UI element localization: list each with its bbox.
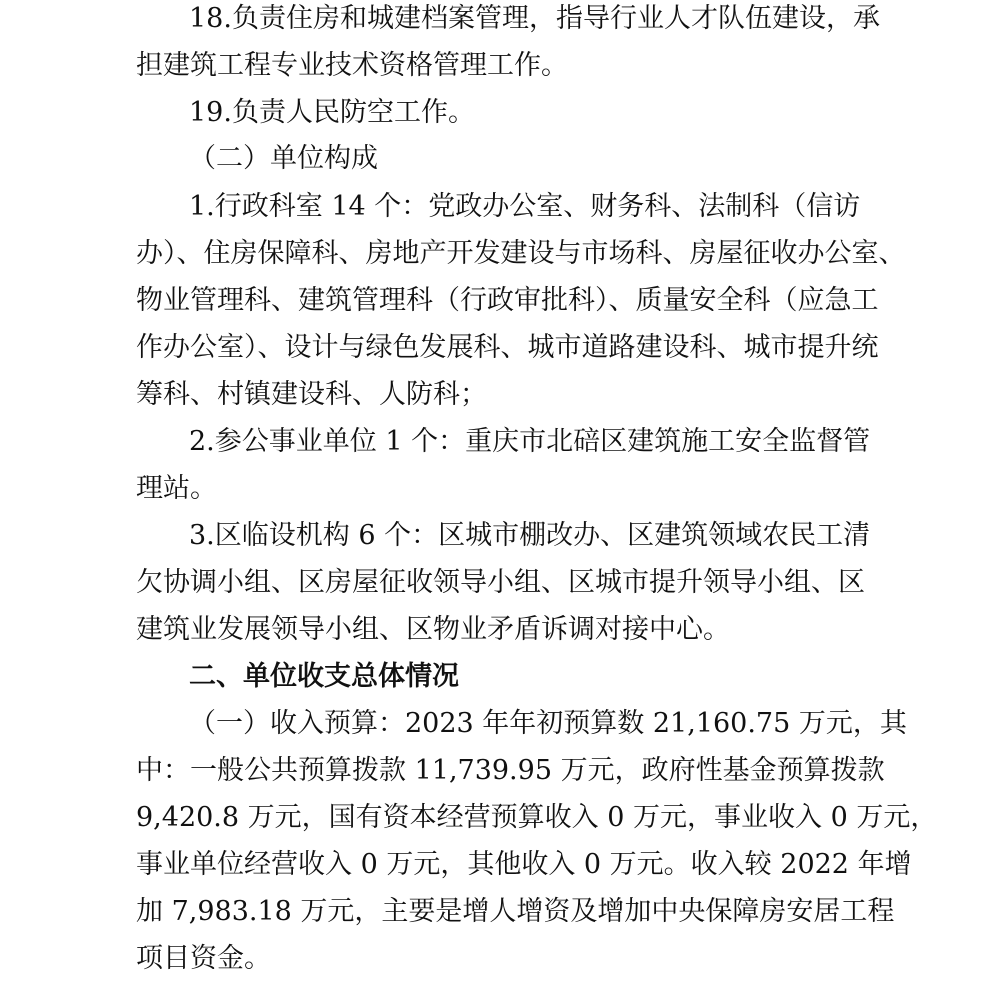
paragraph-item-19 — [0, 91, 1000, 135]
paragraph-admin-offices-cont — [0, 326, 1000, 370]
paragraph-admin-offices-cont — [0, 232, 1000, 276]
text-line: 19.负责人民防空工作。 — [189, 97, 475, 128]
text-line: 物业管理科、建筑管理科（行政审批科）、质量安全科（应急工 — [136, 285, 879, 316]
text-line: 中：一般公共预算拨款 11,739.95 万元，政府性基金预算拨款 — [136, 755, 885, 786]
paragraph-temp-agencies-cont — [0, 608, 1000, 652]
paragraph-temp-agencies — [0, 514, 1000, 558]
text-line: 事业单位经营收入 0 万元，其他收入 0 万元。收入较 2022 年增 — [136, 849, 912, 880]
text-line: 二、单位收支总体情况 — [189, 661, 459, 692]
paragraph-item-18-cont — [0, 44, 1000, 88]
text-line: （一）收入预算：2023 年年初预算数 21,160.75 万元，其 — [189, 708, 907, 739]
paragraph-income-budget-cont — [0, 937, 1000, 981]
text-line: 欠协调小组、区房屋征收领导小组、区城市提升领导小组、区 — [136, 567, 865, 598]
text-line: 2.参公事业单位 1 个：重庆市北碚区建筑施工安全监督管 — [189, 426, 871, 457]
text-line: 加 7,983.18 万元，主要是增人增资及增加中央保障房安居工程 — [136, 896, 895, 927]
paragraph-income-budget-cont — [0, 890, 1000, 934]
section-heading-unit-composition — [0, 137, 1000, 181]
text-line: 担建筑工程专业技术资格管理工作。 — [136, 50, 568, 81]
paragraph-income-budget-cont — [0, 796, 1000, 840]
paragraph-income-budget-cont — [0, 843, 1000, 887]
text-line: 理站。 — [136, 473, 217, 504]
text-line: 1.行政科室 14 个：党政办公室、财务科、法制科（信访 — [189, 191, 861, 222]
text-line: （二）单位构成 — [189, 143, 378, 174]
text-line: 作办公室）、设计与绿色发展科、城市道路建设科、城市提升统 — [136, 332, 879, 363]
text-line: 9,420.8 万元，国有资本经营预算收入 0 万元，事业收入 0 万元， — [136, 802, 938, 833]
text-line: 建筑业发展领导小组、区物业矛盾诉调对接中心。 — [136, 614, 730, 645]
paragraph-public-institution — [0, 420, 1000, 464]
paragraph-temp-agencies-cont — [0, 561, 1000, 605]
paragraph-admin-offices-cont — [0, 279, 1000, 323]
text-line: 筹科、村镇建设科、人防科； — [136, 379, 487, 410]
paragraph-admin-offices-cont — [0, 373, 1000, 417]
paragraph-public-institution-cont — [0, 467, 1000, 511]
text-line: 项目资金。 — [136, 943, 271, 974]
paragraph-admin-offices — [0, 185, 1000, 229]
text-line: 18.负责住房和城建档案管理，指导行业人才队伍建设，承 — [189, 3, 880, 34]
text-line: 3.区临设机构 6 个：区城市棚改办、区建筑领域农民工清 — [189, 520, 871, 551]
paragraph-income-budget — [0, 702, 1000, 746]
heading-income-expenditure — [0, 655, 1000, 699]
paragraph-item-18 — [0, 0, 1000, 41]
paragraph-income-budget-cont — [0, 749, 1000, 793]
text-line: 办）、住房保障科、房地产开发建设与市场科、房屋征收办公室、 — [136, 238, 906, 269]
